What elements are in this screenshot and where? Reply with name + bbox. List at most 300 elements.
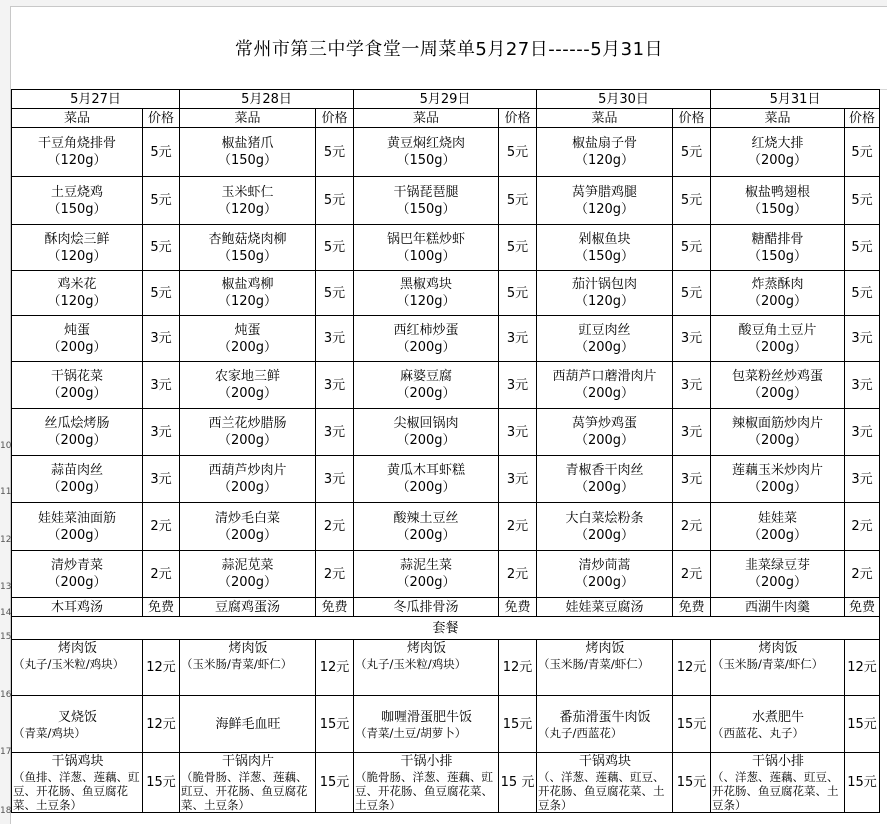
dish-cell[interactable] (711, 456, 845, 503)
dish-weight: （200g） (747, 339, 808, 355)
dish-weight: （150g） (47, 201, 107, 217)
date-cell[interactable]: 5月28日 (180, 90, 354, 109)
dish-weight: （200g） (217, 575, 278, 590)
dish-price[interactable]: 3元 (845, 409, 880, 456)
dish-weight: （200g） (747, 153, 808, 168)
dish-name: 娃娃菜油面筋 (37, 510, 116, 526)
dish-weight: （200g） (217, 339, 278, 355)
dish-name: 包菜粉丝炒鸡蛋 (731, 369, 823, 384)
combo-price[interactable]: 15元 (316, 753, 354, 813)
dish-name: 莲藕玉米炒肉片 (731, 463, 823, 478)
price-header[interactable]: 价格 (673, 109, 711, 128)
dish-name: 锅巴年糕炒虾 (386, 231, 465, 247)
dish-cell[interactable] (537, 128, 673, 177)
dish-cell[interactable] (354, 362, 499, 409)
soup-name[interactable]: 豆腐鸡蛋汤 (180, 598, 316, 617)
dish-cell[interactable] (12, 456, 143, 503)
combo-desc: （鱼排、洋葱、莲藕、豇豆、开花肠、鱼豆腐花菜、土豆条） (13, 770, 140, 812)
dish-name: 韭菜绿豆芽 (744, 558, 810, 573)
dish-price[interactable]: 3元 (499, 316, 537, 362)
combo-price[interactable]: 15元 (673, 696, 711, 753)
dish-name: 娃娃菜 (757, 510, 797, 526)
dish-price[interactable]: 2元 (499, 551, 537, 598)
date-cell[interactable]: 5月29日 (354, 90, 537, 109)
dish-price[interactable]: 2元 (499, 503, 537, 551)
dish-weight: （200g） (217, 480, 278, 495)
combo-cell[interactable] (180, 696, 316, 753)
dish-price[interactable]: 3元 (673, 362, 711, 409)
combo-cell[interactable] (354, 696, 499, 753)
dish-name: 炸蒸酥肉 (751, 277, 804, 292)
dish-cell[interactable] (711, 316, 845, 362)
dish-cell[interactable] (12, 362, 143, 409)
dish-weight: （120g） (47, 294, 107, 309)
dish-cell[interactable] (12, 128, 143, 177)
combo-name: 烤肉饭 (57, 641, 97, 656)
date-cell[interactable]: 5月30日 (537, 90, 711, 109)
combo-cell[interactable] (537, 696, 673, 753)
dish-name: 丝瓜烩烤肠 (44, 416, 110, 431)
dish-weight: （200g） (747, 575, 808, 590)
row-number: 10 (0, 441, 12, 451)
soup-price[interactable]: 免费 (845, 598, 880, 617)
dish-weight: （200g） (396, 480, 456, 495)
dish-weight: （120g） (396, 294, 456, 309)
dish-name: 农家地三鲜 (214, 369, 280, 384)
dish-weight: （200g） (574, 339, 635, 355)
dish-cell[interactable] (711, 409, 845, 456)
dish-cell[interactable] (354, 503, 499, 551)
combo-name: 烤肉饭 (406, 641, 446, 656)
dish-weight: （200g） (217, 527, 278, 543)
dish-weight: （200g） (747, 527, 808, 543)
dish-cell[interactable] (354, 225, 499, 271)
row-number: 15 (0, 632, 12, 642)
dish-weight: （200g） (47, 433, 107, 448)
dish-price[interactable]: 3元 (673, 456, 711, 503)
dish-name: 清炒毛白菜 (214, 510, 280, 526)
dish-cell[interactable] (537, 503, 673, 551)
dish-header[interactable]: 菜品 (537, 109, 673, 128)
dish-weight: （150g） (574, 248, 635, 264)
dish-weight: （200g） (747, 433, 808, 448)
dish-price[interactable]: 3元 (499, 456, 537, 503)
dish-cell[interactable] (537, 316, 673, 362)
dish-price[interactable]: 5元 (316, 225, 354, 271)
soup-name[interactable]: 西湖牛肉羹 (711, 598, 845, 617)
dish-weight: （200g） (574, 480, 635, 495)
dish-row (12, 551, 880, 598)
dish-price[interactable]: 3元 (143, 362, 180, 409)
dish-price[interactable]: 5元 (316, 177, 354, 225)
combo-name: 烤肉饭 (758, 641, 798, 656)
dish-name: 清炒茼蒿 (578, 558, 631, 573)
dish-cell[interactable] (180, 316, 316, 362)
dish-weight: （150g） (217, 153, 278, 168)
dish-cell[interactable] (180, 503, 316, 551)
combo-cell[interactable] (12, 753, 143, 813)
combo-desc: （青菜/鸡块） (13, 725, 86, 740)
combo-desc: （丸子/玉米粒/鸡块） (13, 657, 125, 671)
dish-name: 鸡米花 (57, 277, 97, 292)
combo-desc: （、洋葱、莲藕、豇豆、开花肠、鱼豆腐花菜、土豆条） (712, 770, 839, 812)
dish-cell[interactable] (354, 177, 499, 225)
dish-weight: （150g） (747, 248, 808, 264)
soup-price[interactable]: 免费 (316, 598, 354, 617)
dish-weight: （200g） (747, 480, 808, 495)
dish-header[interactable]: 菜品 (12, 109, 143, 128)
dish-weight: （200g） (47, 527, 107, 543)
dish-cell[interactable] (180, 551, 316, 598)
dish-price[interactable]: 2元 (143, 551, 180, 598)
row-number: 18 (0, 806, 12, 816)
dish-name: 玉米虾仁 (221, 184, 274, 200)
dish-name: 豇豆肉丝 (578, 322, 631, 338)
combo-price[interactable]: 15元 (845, 753, 880, 813)
combo-price[interactable]: 12元 (499, 640, 537, 696)
row-header-strip (0, 6, 11, 824)
dish-cell[interactable] (180, 128, 316, 177)
menu-table (11, 89, 880, 813)
combo-price[interactable]: 15元 (143, 753, 180, 813)
dish-price[interactable]: 5元 (845, 128, 880, 177)
combo-cell[interactable] (711, 640, 845, 696)
combo-desc: （玉米肠/青菜/虾仁） (712, 657, 824, 671)
dish-weight: （200g） (574, 386, 635, 401)
dish-cell[interactable] (711, 225, 845, 271)
dish-price[interactable]: 3元 (143, 316, 180, 362)
dish-name: 酸豆角土豆片 (738, 322, 817, 338)
header-row (12, 109, 880, 128)
dish-header[interactable]: 菜品 (180, 109, 316, 128)
dish-name: 茄汁锅包肉 (571, 277, 637, 292)
combo-row (12, 696, 880, 753)
combo-name: 海鲜毛血旺 (215, 716, 281, 732)
dish-price[interactable]: 5元 (673, 271, 711, 316)
dish-weight: （200g） (47, 386, 107, 401)
dish-weight: （200g） (396, 339, 456, 355)
dish-cell[interactable] (711, 177, 845, 225)
dish-cell[interactable] (711, 551, 845, 598)
combo-cell[interactable] (711, 696, 845, 753)
combo-name: 干锅鸡块 (51, 754, 104, 769)
dish-cell[interactable] (12, 409, 143, 456)
price-header[interactable]: 价格 (845, 109, 880, 128)
dish-weight: （150g） (396, 153, 456, 168)
dish-cell[interactable] (711, 128, 845, 177)
dish-price[interactable]: 3元 (845, 362, 880, 409)
dish-weight: （100g） (396, 248, 456, 264)
dish-price[interactable]: 3元 (845, 456, 880, 503)
dish-name: 黑椒鸡块 (399, 277, 452, 292)
price-header[interactable]: 价格 (499, 109, 537, 128)
combo-cell[interactable] (711, 753, 845, 813)
dish-price[interactable]: 2元 (316, 503, 354, 551)
dish-price[interactable]: 5元 (845, 177, 880, 225)
combo-name: 叉烧饭 (57, 709, 97, 725)
dish-price[interactable]: 5元 (499, 225, 537, 271)
dish-cell[interactable] (180, 456, 316, 503)
combo-price[interactable]: 15元 (499, 696, 537, 753)
dish-cell[interactable] (180, 177, 316, 225)
row-number: 16 (0, 690, 12, 700)
dish-weight: （120g） (217, 201, 278, 217)
combo-cell[interactable] (537, 753, 673, 813)
dish-cell[interactable] (537, 225, 673, 271)
combo-name: 烤肉饭 (585, 641, 625, 656)
dish-name: 蒜泥苋菜 (221, 558, 274, 573)
combo-price[interactable]: 12元 (143, 696, 180, 753)
dish-price[interactable]: 2元 (845, 503, 880, 551)
dish-row (12, 177, 880, 225)
dish-weight: （200g） (747, 294, 808, 309)
combo-desc: （丸子/西蓝花） (538, 725, 623, 740)
dish-weight: （200g） (396, 386, 456, 401)
combo-price[interactable]: 12元 (143, 640, 180, 696)
dish-cell[interactable] (354, 551, 499, 598)
soup-row (12, 598, 880, 617)
row-number: 11 (0, 487, 12, 497)
dish-name: 西兰花炒腊肠 (208, 416, 287, 431)
dish-price[interactable]: 3元 (316, 362, 354, 409)
dish-weight: （120g） (47, 153, 107, 168)
title-cell[interactable] (11, 7, 887, 90)
dish-name: 干豆角烧排骨 (37, 136, 116, 151)
combo-header-row (12, 617, 880, 640)
dish-price[interactable]: 3元 (673, 316, 711, 362)
combo-name: 烤肉饭 (228, 641, 268, 656)
dish-name: 酥肉烩三鲜 (44, 231, 110, 247)
dish-price[interactable]: 2元 (143, 503, 180, 551)
row-number: 14 (0, 608, 12, 618)
dish-name: 椒盐扇子骨 (571, 136, 637, 151)
combo-desc: （青菜/土豆/胡萝卜） (355, 725, 467, 740)
dish-cell[interactable] (180, 362, 316, 409)
dish-weight: （120g） (217, 294, 278, 309)
combo-cell[interactable] (12, 696, 143, 753)
dish-name: 青椒香干肉丝 (565, 463, 644, 478)
dish-name: 莴笋腊鸡腿 (571, 184, 637, 200)
dish-price[interactable]: 5元 (143, 225, 180, 271)
dish-price[interactable]: 5元 (673, 128, 711, 177)
dish-cell[interactable] (537, 456, 673, 503)
dish-weight: （200g） (47, 575, 107, 590)
dish-name: 干锅花菜 (50, 369, 103, 384)
soup-name[interactable]: 冬瓜排骨汤 (354, 598, 499, 617)
dish-price[interactable]: 5元 (316, 271, 354, 316)
dish-weight: （150g） (396, 201, 456, 217)
dish-cell[interactable] (12, 551, 143, 598)
combo-price[interactable]: 12元 (845, 640, 880, 696)
dish-name: 清炒青菜 (50, 558, 103, 573)
dish-weight: （150g） (747, 201, 808, 217)
dish-cell[interactable] (537, 271, 673, 316)
dish-price[interactable]: 3元 (499, 362, 537, 409)
dish-name: 剁椒鱼块 (578, 231, 631, 247)
soup-name[interactable]: 娃娃菜豆腐汤 (537, 598, 673, 617)
dish-price[interactable]: 3元 (316, 409, 354, 456)
dish-cell[interactable] (12, 177, 143, 225)
date-cell[interactable]: 5月27日 (12, 90, 180, 109)
soup-price[interactable]: 免费 (673, 598, 711, 617)
combo-name: 干锅鸡块 (578, 754, 631, 769)
dish-weight: （120g） (574, 201, 635, 217)
dish-cell[interactable] (537, 409, 673, 456)
price-header[interactable]: 价格 (143, 109, 180, 128)
dish-cell[interactable] (711, 271, 845, 316)
dish-cell[interactable] (180, 271, 316, 316)
dish-price[interactable]: 3元 (143, 409, 180, 456)
dish-price[interactable]: 5元 (673, 225, 711, 271)
dish-cell[interactable] (537, 362, 673, 409)
dish-weight: （150g） (217, 248, 278, 264)
row-number: 17 (0, 747, 12, 757)
dish-weight: （200g） (47, 339, 107, 355)
combo-cell[interactable] (180, 640, 316, 696)
combo-row (12, 753, 880, 813)
dish-price[interactable]: 3元 (673, 409, 711, 456)
combo-name: 干锅肉片 (221, 754, 274, 769)
soup-price[interactable]: 免费 (143, 598, 180, 617)
dish-price[interactable]: 3元 (316, 316, 354, 362)
dish-cell[interactable] (711, 503, 845, 551)
dish-price[interactable]: 5元 (143, 177, 180, 225)
dish-price[interactable]: 5元 (316, 128, 354, 177)
combo-price[interactable]: 15元 (673, 753, 711, 813)
dish-weight: （120g） (574, 294, 635, 309)
dish-cell[interactable] (354, 456, 499, 503)
combo-desc: （脆骨肠、洋葱、莲藕、豇豆、开花肠、鱼豆腐花菜、土豆条） (181, 770, 308, 812)
dish-row (12, 409, 880, 456)
dish-price[interactable]: 2元 (316, 551, 354, 598)
dish-weight: （200g） (574, 575, 635, 590)
combo-name: 咖喱滑蛋肥牛饭 (380, 709, 472, 725)
combo-cell[interactable] (180, 753, 316, 813)
dish-name: 酸辣土豆丝 (393, 510, 459, 526)
combo-desc: （西蓝花、丸子） (712, 725, 804, 740)
combo-desc: （玉米肠/青菜/虾仁） (538, 657, 650, 671)
dish-row (12, 225, 880, 271)
dish-name: 黄豆焖红烧肉 (386, 136, 465, 151)
combo-desc: （、洋葱、莲藕、豇豆、开花肠、鱼豆腐花菜、土豆条） (538, 770, 665, 812)
combo-header[interactable]: 套餐 (12, 617, 880, 640)
dish-weight: （200g） (217, 433, 278, 448)
dish-row (12, 271, 880, 316)
combo-cell[interactable] (537, 640, 673, 696)
dish-price[interactable]: 3元 (845, 316, 880, 362)
dish-cell[interactable] (12, 316, 143, 362)
dish-price[interactable]: 5元 (499, 177, 537, 225)
dish-price[interactable]: 5元 (673, 177, 711, 225)
soup-price[interactable]: 免费 (499, 598, 537, 617)
dish-weight: （200g） (396, 575, 456, 590)
dish-name: 炖蛋 (63, 322, 90, 338)
dish-price[interactable]: 3元 (499, 409, 537, 456)
dish-price[interactable]: 3元 (316, 456, 354, 503)
dish-cell[interactable] (354, 409, 499, 456)
dish-weight: （200g） (396, 527, 456, 543)
combo-price[interactable]: 12元 (316, 640, 354, 696)
combo-name: 水煮肥牛 (751, 709, 804, 725)
dish-price[interactable]: 5元 (143, 128, 180, 177)
dish-name: 西红柿炒蛋 (393, 322, 459, 338)
dish-price[interactable]: 5元 (143, 271, 180, 316)
dish-price[interactable]: 3元 (143, 456, 180, 503)
dish-price[interactable]: 2元 (845, 551, 880, 598)
dish-name: 大白菜烩粉条 (565, 510, 644, 526)
dish-cell[interactable] (180, 409, 316, 456)
dish-name: 辣椒面筋炒肉片 (731, 416, 823, 431)
combo-price[interactable]: 12元 (673, 640, 711, 696)
combo-desc: （玉米肠/青菜/虾仁） (181, 657, 293, 671)
dish-cell[interactable] (12, 271, 143, 316)
dish-cell[interactable] (12, 503, 143, 551)
combo-price[interactable]: 15 元 (499, 753, 537, 813)
dish-price[interactable]: 5元 (499, 271, 537, 316)
dish-name: 蒜泥生菜 (399, 558, 452, 573)
soup-name[interactable]: 木耳鸡汤 (12, 598, 143, 617)
combo-cell[interactable] (354, 640, 499, 696)
dish-cell[interactable] (180, 225, 316, 271)
dish-price[interactable]: 5元 (499, 128, 537, 177)
column-header-strip (0, 0, 887, 7)
date-row (12, 90, 880, 109)
dish-price[interactable]: 2元 (673, 503, 711, 551)
dish-row (12, 128, 880, 177)
dish-header[interactable]: 菜品 (354, 109, 499, 128)
dish-cell[interactable] (537, 177, 673, 225)
dish-name: 西葫芦炒肉片 (208, 463, 287, 478)
dish-name: 炖蛋 (234, 322, 261, 338)
dish-name: 椒盐鸭翅根 (744, 184, 810, 200)
dish-name: 红烧大排 (751, 136, 804, 151)
dish-price[interactable]: 5元 (845, 271, 880, 316)
dish-weight: （200g） (574, 433, 635, 448)
dish-weight: （120g） (574, 153, 635, 168)
combo-cell[interactable] (12, 640, 143, 696)
dish-name: 莴笋炒鸡蛋 (571, 416, 637, 431)
dish-row (12, 316, 880, 362)
price-header[interactable]: 价格 (316, 109, 354, 128)
dish-cell[interactable] (354, 128, 499, 177)
dish-row (12, 362, 880, 409)
combo-cell[interactable] (354, 753, 499, 813)
combo-desc: （丸子/玉米粒/鸡块） (355, 657, 467, 671)
dish-weight: （200g） (747, 386, 808, 401)
date-cell[interactable]: 5月31日 (711, 90, 880, 109)
dish-cell[interactable] (12, 225, 143, 271)
dish-name: 黄瓜木耳虾糕 (386, 463, 465, 478)
dish-cell[interactable] (537, 551, 673, 598)
dish-weight: （200g） (47, 480, 107, 495)
dish-cell[interactable] (354, 316, 499, 362)
dish-weight: （200g） (574, 527, 635, 543)
dish-name: 椒盐猪爪 (221, 136, 274, 151)
row-number: 13 (0, 582, 12, 592)
dish-name: 杏鲍菇烧肉柳 (208, 231, 287, 247)
dish-name: 麻婆豆腐 (399, 369, 452, 384)
dish-name: 土豆烧鸡 (50, 184, 103, 200)
dish-price[interactable]: 5元 (845, 225, 880, 271)
combo-price[interactable]: 15元 (316, 696, 354, 753)
dish-cell[interactable] (354, 271, 499, 316)
dish-header[interactable]: 菜品 (711, 109, 845, 128)
dish-weight: （200g） (396, 433, 456, 448)
dish-price[interactable]: 2元 (673, 551, 711, 598)
combo-price[interactable]: 15元 (845, 696, 880, 753)
dish-cell[interactable] (711, 362, 845, 409)
dish-row (12, 456, 880, 503)
